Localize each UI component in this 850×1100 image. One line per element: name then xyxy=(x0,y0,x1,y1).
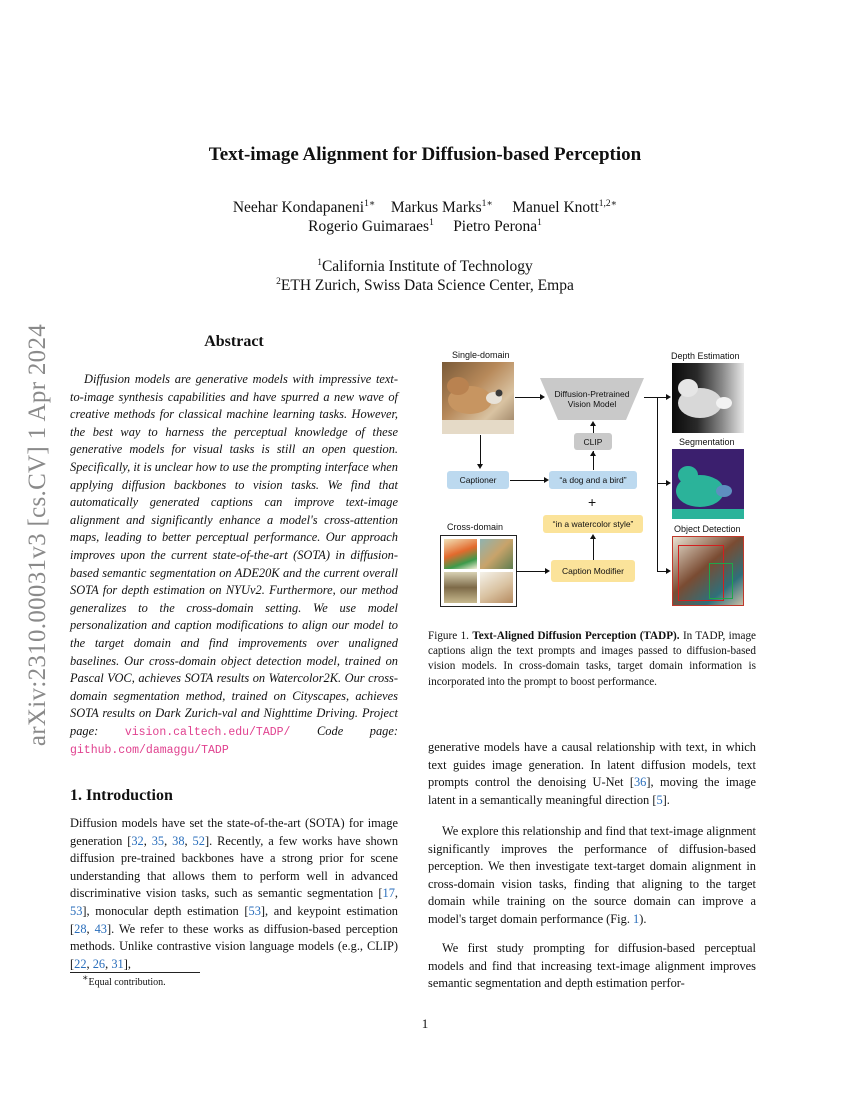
style-prompt-box: “in a watercolor style” xyxy=(543,515,643,533)
depth-map xyxy=(672,363,744,433)
plus-sign: + xyxy=(588,494,597,510)
citation[interactable]: 17 xyxy=(382,886,395,901)
segmentation-label: Segmentation xyxy=(679,437,735,447)
arxiv-identifier: arXiv:2310.00031v3 [cs.CV] 1 Apr 2024 xyxy=(24,323,51,747)
affil-mark: 1 xyxy=(317,257,322,268)
text-run: Diffusion models have set the state-of-the-art (SOTA) for image generation [ xyxy=(70,816,398,848)
abstract-text: Diffusion models are generative models with impressive text-to-image synthesis capabilities and have spurred a new wave of creative methods for classical machine learning tasks. However, the best way to harness the perceptual knowledge of these generative models for visual tasks is still an open question. Specifically, it is unclear how to use the prompting interface when applying diffusion backbones to vision tasks. We find that automatically generated captions can improve text-image alignment and significantly enhance a model's cross-attention maps, leading to better perceptual performance. Our approach improves upon the current state-of-the-art (SOTA) in diffusion-based semantic segmentation on ADE20K and the current overall SOTA for depth estimation on NYUv2. Furthermore, our method generalizes to the cross-domain setting. We use model personalization and caption modifications to align our model to the target domain and find improvements over unaligned baselines. Our cross-domain object detection model, trained on Pascal VOC, achieves SOTA results on Watercolor2K. Our cross-domain segmentation method, trained on Cityscapes, achieves SOTA results on Dark Zurich-val and Nighttime Driving. xyxy=(70,372,398,721)
author-line-2 xyxy=(0,218,850,236)
arrow-line xyxy=(593,538,594,560)
citation[interactable]: 35 xyxy=(151,833,165,848)
arrowhead xyxy=(545,568,550,574)
citation[interactable]: 28 xyxy=(74,921,87,936)
dog-and-bird-illustration xyxy=(442,362,514,434)
project-link[interactable]: vision.caltech.edu/TADP/ xyxy=(124,725,291,739)
affil-text: ETH Zurich, Swiss Data Science Center, Empa xyxy=(280,277,574,294)
text-run: ]. Recently, a few works have shown diffusion pre-trained backbones have a strong prior for scene understanding that allows them to perform well in advanced discriminative vision tasks, such as semantic segmentation [ xyxy=(70,833,399,901)
depth-silhouette xyxy=(672,363,744,433)
affil-text: California Institute of Technology xyxy=(321,258,533,275)
footnote-rule xyxy=(70,972,200,973)
footnote-mark: ∗ xyxy=(82,973,89,984)
arrowhead xyxy=(666,394,671,400)
cross-domain-label: Cross-domain xyxy=(447,522,504,532)
branch-trunk xyxy=(657,397,658,571)
arrow-line xyxy=(593,425,594,433)
text-run: generative models have a causal relationship with text, in which text guides image generation. In latent diffusion models, text prompts control the denoising U-Net [ xyxy=(428,740,756,790)
arrowhead xyxy=(590,451,596,456)
abstract-heading: Abstract xyxy=(204,333,264,350)
arrow-line xyxy=(515,397,541,398)
arrowhead xyxy=(477,464,483,469)
arrowhead xyxy=(590,534,596,539)
segmentation-masks xyxy=(672,449,744,519)
caption-title: Text-Aligned Diffusion Perception (TADP). xyxy=(472,630,680,642)
watercolor-owl xyxy=(444,572,477,603)
author: Manuel Knott xyxy=(512,199,599,216)
seg-floor xyxy=(672,509,744,519)
caption-text: In TADP, image captions align the text prompts and images passed to diffusion-based vision models. In cross-domain tasks, target domain information is incorporated into the prompt to boost performance. xyxy=(428,630,757,688)
citation[interactable]: 26 xyxy=(92,956,106,971)
detection-label: Object Detection xyxy=(674,524,741,534)
paper-title: Text-image Alignment for Diffusion-based Perception xyxy=(208,144,642,165)
intro-paragraph-1: Diffusion models have set the state-of-the-art (SOTA) for image generation [32, 35, 38, 52]. Recently, a few works have shown diffusion pre-trained backbones have a strong prior for scene understanding that allows them to perform well in advanced discriminative vision tasks, such as semantic segmentation [17, 53], monocular depth estimation [53], and keypoint estimation [28, 43]. We refer to these works as diffusion-based perception methods. Unlike contrastive vision language models (e.g., CLIP) [22, 26, 31], xyxy=(70,816,399,971)
author-mark: 1 xyxy=(429,217,434,228)
author-mark: 1 xyxy=(537,217,542,228)
segmentation-map xyxy=(672,449,744,519)
affiliation-1 xyxy=(0,258,850,276)
footnote-text: Equal contribution. xyxy=(88,977,166,988)
page-number: 1 xyxy=(421,1016,429,1031)
text-run: ]. We refer to these works as diffusion-based perception methods. Unlike contrastive vision language models (e.g., CLIP) [ xyxy=(70,921,398,971)
text-run: We explore this relationship and find that text-image alignment significantly improves the performance of diffusion-based perception. We then investigate text-target domain alignment in cross-domain vision tasks, finding that aligning to the target domain while training on the source domain can improve a model's target domain performance (Fig. xyxy=(428,824,756,926)
detection-box-bird xyxy=(709,563,733,599)
author-mark: 1∗ xyxy=(364,198,376,209)
citation[interactable]: 53 xyxy=(70,903,83,918)
depth-dog-head xyxy=(678,379,698,397)
watercolor-dogs xyxy=(480,539,513,569)
citation[interactable]: 22 xyxy=(74,956,87,971)
text-run: ], moving the image latent in a semantically meaningful direction [ xyxy=(428,775,756,807)
caption-modifier-box: Caption Modifier xyxy=(551,560,635,582)
citation[interactable]: 36 xyxy=(633,775,647,790)
text-run: ], xyxy=(123,956,131,971)
model-label: Diffusion-Pretrained Vision Model xyxy=(554,389,630,409)
figure-reference[interactable]: 1 xyxy=(633,911,640,926)
author: Rogerio Guimaraes xyxy=(308,218,430,235)
bird-head xyxy=(496,390,503,397)
ground xyxy=(442,420,514,434)
arrow-line xyxy=(480,435,481,465)
citation[interactable]: 52 xyxy=(192,833,205,848)
author: Markus Marks xyxy=(390,199,482,216)
detection-image xyxy=(672,536,744,606)
author: Neehar Kondapaneni xyxy=(232,199,365,216)
single-domain-label: Single-domain xyxy=(452,350,510,360)
single-domain-photo xyxy=(442,362,514,434)
depth-bird xyxy=(716,397,732,409)
text-run: ). xyxy=(639,911,647,926)
citation[interactable]: 53 xyxy=(248,903,261,918)
code-label: Code page: xyxy=(317,723,398,738)
author-mark: 1∗ xyxy=(481,198,493,209)
caption-label: Figure 1. xyxy=(428,630,469,642)
captioner-box: Captioner xyxy=(447,471,509,489)
project-label: Project page: xyxy=(70,706,398,738)
arrow-line xyxy=(516,571,546,572)
depth-label: Depth Estimation xyxy=(671,351,740,361)
watercolor-bird xyxy=(480,572,513,603)
figure-caption xyxy=(428,629,756,690)
intro-paragraph-3: We first study prompting for diffusion-based perceptual models and find that increasing text-image alignment improves semantic segmentation and depth estimation perfor- xyxy=(428,941,756,991)
author: Pietro Perona xyxy=(453,218,538,235)
citation[interactable]: 31 xyxy=(111,956,124,971)
affil-mark: 2 xyxy=(276,276,281,287)
intro-paragraph-1-continued xyxy=(428,739,756,809)
abstract-body xyxy=(70,371,398,760)
citation[interactable]: 38 xyxy=(172,833,185,848)
arrowhead xyxy=(666,568,671,574)
caption-box: “a dog and a bird” xyxy=(549,471,637,489)
intro-paragraph-2 xyxy=(428,823,756,929)
figure-1 xyxy=(430,345,760,615)
arrow-line xyxy=(510,480,545,481)
seg-bird xyxy=(716,485,732,497)
footnote xyxy=(82,973,166,988)
citation[interactable]: 43 xyxy=(94,921,107,936)
code-link[interactable]: github.com/damaggu/TADP xyxy=(70,744,229,758)
author-mark: 1,2∗ xyxy=(598,198,618,209)
author-line-1 xyxy=(0,199,850,217)
branch-line xyxy=(644,397,658,398)
citation[interactable]: 5 xyxy=(656,792,663,807)
text-run: ]. xyxy=(662,792,670,807)
text-run: ], and keypoint estimation [ xyxy=(70,903,398,936)
dog-head xyxy=(447,377,469,395)
watercolor-parrot xyxy=(444,539,477,569)
affiliation-2 xyxy=(0,277,850,295)
cross-domain-images xyxy=(440,535,517,607)
clip-box: CLIP xyxy=(574,433,612,450)
arrowhead xyxy=(666,480,671,486)
seg-dog-head xyxy=(678,466,698,484)
text-run: ], monocular depth estimation [ xyxy=(82,903,249,918)
section-heading-introduction: 1. Introduction xyxy=(70,787,173,804)
citation[interactable]: 32 xyxy=(131,833,144,848)
